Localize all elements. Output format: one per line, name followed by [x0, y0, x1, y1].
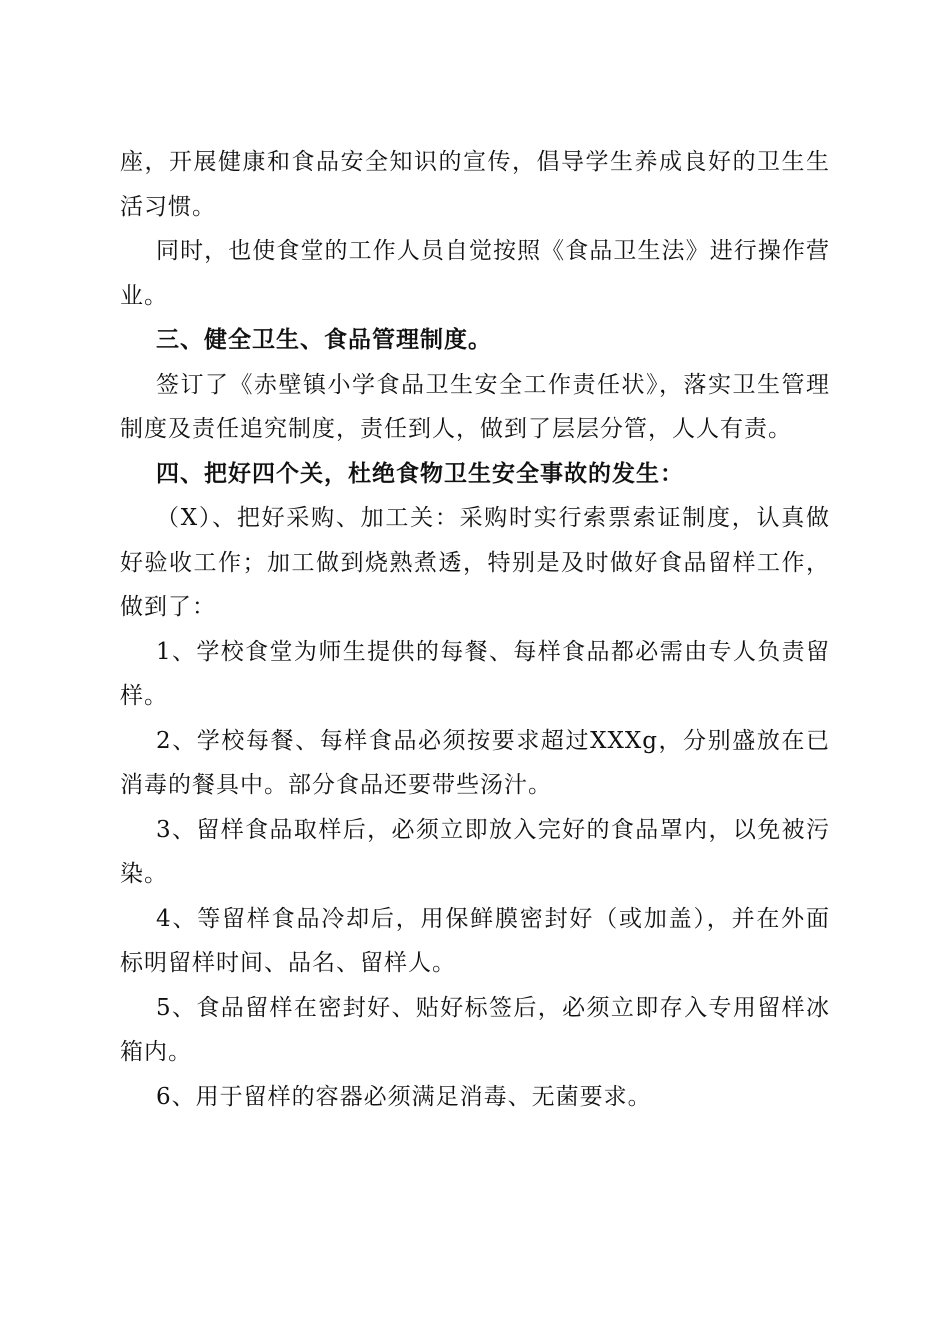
paragraph-procurement: （X）、把好采购、加工关：采购时实行索票索证制度，认真做好验收工作；加工做到烧熟煮透，特别是及时做好食品留样工作，做到了： — [120, 505, 830, 620]
list-item-2: 2、学校每餐、每样食品必须按要求超过XXXg，分别盛放在已消毒的餐具中。部分食品还要带些汤汁。 — [120, 727, 830, 798]
section-heading-4: 四、把好四个关，杜绝食物卫生安全事故的发生： — [156, 460, 684, 487]
document-page — [120, 140, 830, 1119]
section-heading-3: 三、健全卫生、食品管理制度。 — [156, 327, 492, 353]
list-item-3: 3、留样食品取样后，必须立即放入完好的食品罩内，以免被污染。 — [120, 816, 830, 887]
list-item-6: 6、用于留样的容器必须满足消毒、无菌要求。 — [156, 1083, 652, 1110]
list-item-1: 1、学校食堂为师生提供的每餐、每样食品都必需由专人负责留样。 — [120, 638, 830, 709]
paragraph-canteen-staff: 同时，也使食堂的工作人员自觉按照《食品卫生法》进行操作营业。 — [120, 238, 830, 309]
paragraph-health-education: 座，开展健康和食品安全知识的宣传，倡导学生养成良好的卫生生活习惯。 — [120, 149, 830, 220]
paragraph-responsibility: 签订了《赤壁镇小学食品卫生安全工作责任状》，落实卫生管理制度及责任追究制度，责任到人，做到了层层分管，人人有责。 — [120, 371, 830, 442]
list-item-4: 4、等留样食品冷却后，用保鲜膜密封好（或加盖），并在外面标明留样时间、品名、留样人。 — [120, 905, 830, 976]
list-item-5: 5、食品留样在密封好、贴好标签后，必须立即存入专用留样冰箱内。 — [120, 994, 830, 1065]
